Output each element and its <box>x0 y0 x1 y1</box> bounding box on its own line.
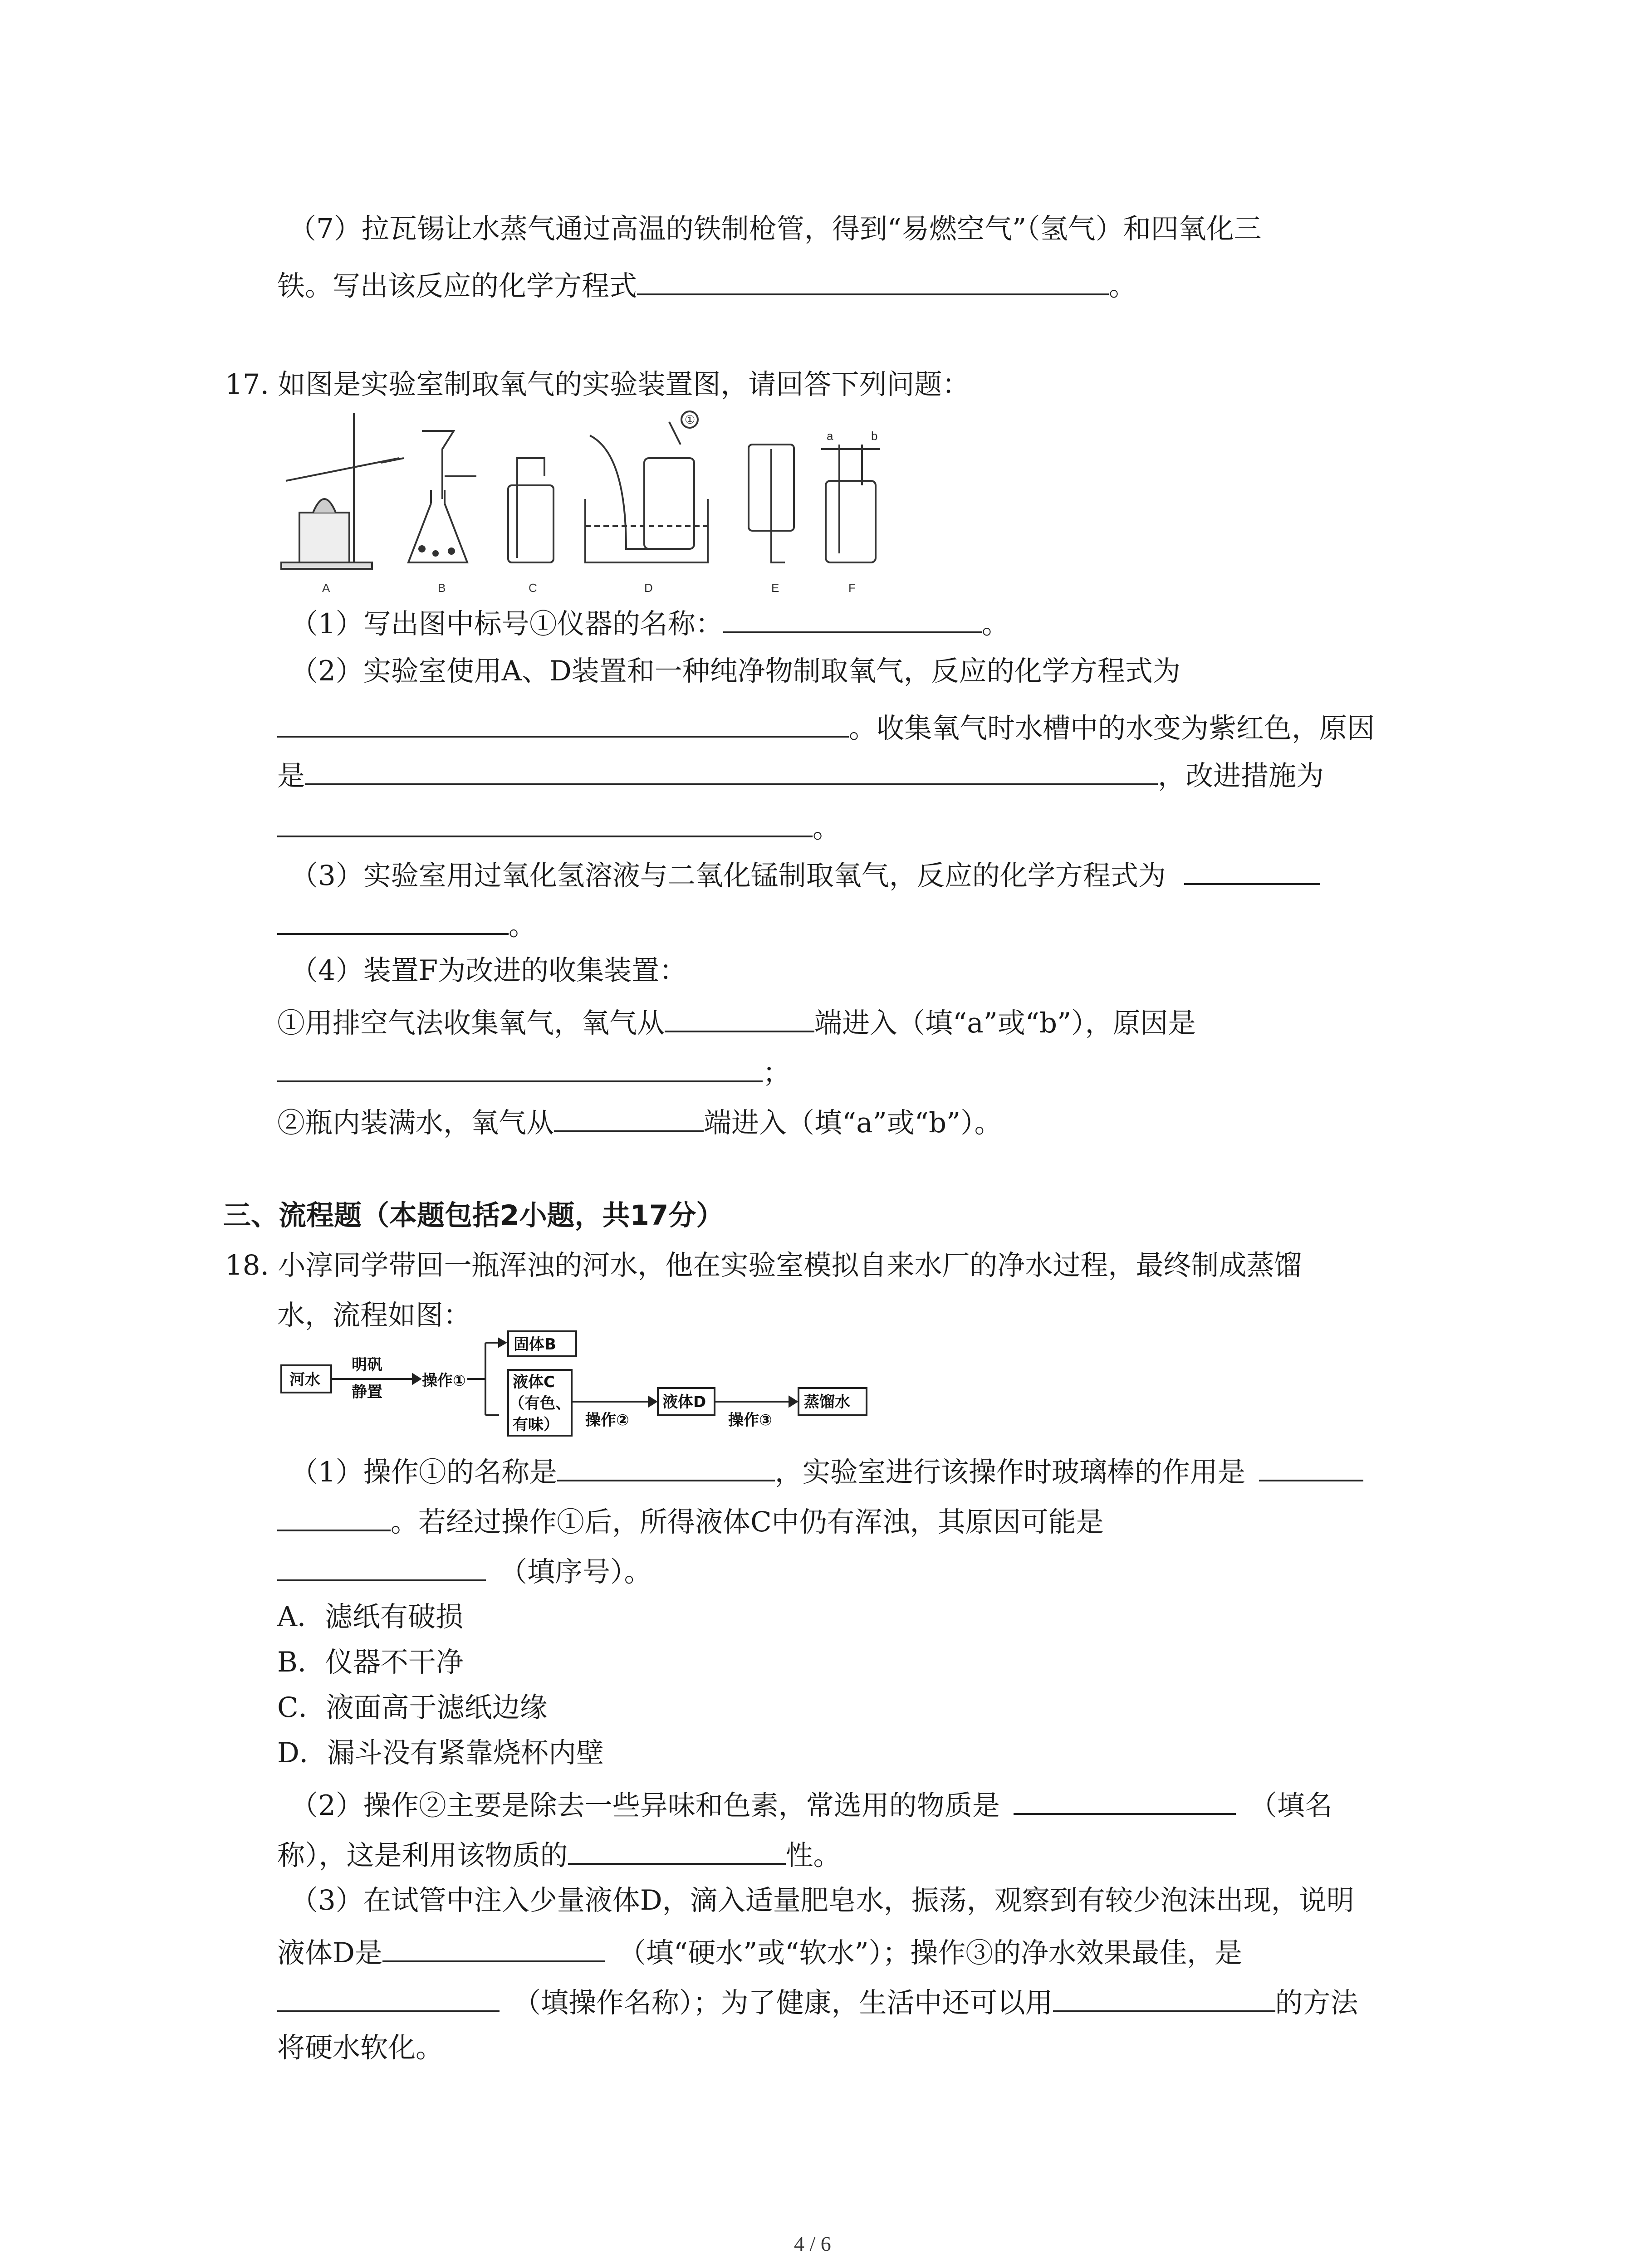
answer-blank[interactable] <box>554 1102 704 1132</box>
fig-mark-a: a <box>827 429 833 443</box>
section-3-title: 三、流程题（本题包括2小题，共17分） <box>223 1199 724 1232</box>
flow-op3: 操作③ <box>728 1411 772 1429</box>
answer-blank[interactable] <box>1259 1452 1363 1481</box>
q18-stem-1: 18. 小淳同学带回一瓶浑浊的河水，他在实验室模拟自来水厂的净水过程，最终制成蒸馏 <box>225 1249 1302 1281</box>
q17-p4-l1: （4）装置F为改进的收集装置： <box>290 954 687 987</box>
q17-p4-l3: ； <box>277 1052 790 1091</box>
q18-option-d[interactable]: D．漏斗没有紧靠烧杯内壁 <box>277 1737 604 1769</box>
fig-label-c: C <box>529 581 537 595</box>
q18-option-b[interactable]: B．仪器不干净 <box>277 1646 464 1678</box>
answer-blank[interactable] <box>277 1982 500 2012</box>
answer-blank[interactable] <box>1053 1982 1275 2012</box>
answer-blank[interactable] <box>557 1452 775 1481</box>
answer-blank[interactable] <box>1184 855 1320 885</box>
answer-blank[interactable] <box>277 708 849 738</box>
q18-p1-l1: （1）操作①的名称是 ，实验室进行该操作时玻璃棒的作用是 <box>290 1452 1363 1491</box>
fig-label-a: A <box>322 581 330 595</box>
q17-p3-l1: （3）实验室用过氧化氢溶液与二氧化锰制取氧气，反应的化学方程式为 <box>290 855 1320 894</box>
flow-alum-2: 静置 <box>352 1383 382 1401</box>
fig-mark-circle1: ① <box>685 413 696 426</box>
q17-p4-l2: ①用排空气法收集氧气，氧气从 端进入（填“a”或“b”），原因是 <box>277 1002 1196 1041</box>
q18-p3-l1: （3）在试管中注入少量液体D，滴入适量肥皂水，振荡，观察到有较少泡沫出现，说明 <box>290 1884 1354 1916</box>
fig-label-b: B <box>438 581 446 595</box>
flow-liquid-c-1: 液体C <box>513 1373 555 1391</box>
q17-p2-l3: 是 ，改进措施为 <box>277 755 1324 794</box>
q17-p2-l2: 。收集氧气时水槽中的水变为紫红色，原因 <box>277 708 1375 747</box>
fig-mark-b: b <box>871 429 878 443</box>
answer-blank[interactable] <box>723 603 982 633</box>
page-number: 4 / 6 <box>794 2232 831 2255</box>
flow-distilled: 蒸馏水 <box>804 1393 850 1411</box>
q18-p3-l3: （填操作名称）；为了健康，生活中还可以用 的方法 <box>277 1982 1358 2021</box>
q18-p3-l4: 将硬水软化。 <box>277 2032 444 2064</box>
q17-stem: 17. 如图是实验室制取氧气的实验装置图，请回答下列问题： <box>225 368 970 401</box>
q18-p1-l3: （填序号）。 <box>277 1551 652 1590</box>
q17-p2-l4: 。 <box>277 807 840 846</box>
flow-op2: 操作② <box>585 1411 629 1429</box>
answer-blank[interactable] <box>665 1002 814 1032</box>
answer-blank[interactable] <box>568 1835 786 1865</box>
flow-river: 河水 <box>289 1371 320 1389</box>
flow-alum-1: 明矾 <box>352 1356 382 1374</box>
answer-blank[interactable] <box>277 1052 763 1082</box>
answer-blank[interactable] <box>277 905 509 935</box>
q17-p3-l2: 。 <box>277 905 536 944</box>
q16-7-line2: 铁。写出该反应的化学方程式 。 <box>277 265 1136 304</box>
answer-blank[interactable] <box>1014 1785 1236 1815</box>
q16-7-line1: （7）拉瓦锡让水蒸气通过高温的铁制枪管，得到“易燃空气”（氢气）和四氧化三 <box>289 213 1262 245</box>
flow-liquid-c-2: （有色、 <box>509 1394 571 1413</box>
answer-blank[interactable] <box>277 1551 486 1581</box>
q18-option-c[interactable]: C．液面高于滤纸边缘 <box>277 1691 548 1724</box>
q17-p2-l1: （2）实验室使用A、D装置和一种纯净物制取氧气，反应的化学方程式为 <box>290 655 1181 687</box>
flow-solid-b: 固体B <box>514 1335 556 1354</box>
flow-liquid-c-3: 有味） <box>513 1416 559 1434</box>
q18-stem-2: 水，流程如图： <box>277 1299 471 1331</box>
q18-p3-l2: 液体D是 （填“硬水”或“软水”）；操作③的净水效果最佳，是 <box>277 1932 1242 1971</box>
q18-p1-l2: 。若经过操作①后，所得液体C中仍有浑浊，其原因可能是 <box>277 1501 1104 1540</box>
answer-blank[interactable] <box>277 807 813 837</box>
answer-blank[interactable] <box>277 1501 391 1531</box>
q17-p1: （1）写出图中标号①仪器的名称： 。 <box>290 603 1009 642</box>
fig-label-d: D <box>644 581 653 595</box>
q18-p2-l1: （2）操作②主要是除去一些异味和色素，常选用的物质是 （填名 <box>290 1785 1332 1824</box>
fig-label-e: E <box>771 581 779 595</box>
answer-blank[interactable] <box>637 265 1109 295</box>
answer-blank[interactable] <box>382 1932 605 1962</box>
q18-p2-l2: 称），这是利用该物质的 性。 <box>277 1835 841 1874</box>
fig-label-f: F <box>848 581 856 595</box>
water-purification-flowchart <box>277 1329 894 1438</box>
answer-blank[interactable] <box>305 755 1158 785</box>
q17-p4-l4: ②瓶内装满水，氧气从 端进入（填“a”或“b”）。 <box>277 1102 1002 1141</box>
flow-liquid-d: 液体D <box>662 1393 706 1411</box>
flow-op1: 操作① <box>422 1372 466 1390</box>
q18-option-a[interactable]: A．滤纸有破损 <box>277 1601 464 1633</box>
oxygen-apparatus-figure <box>272 408 907 599</box>
